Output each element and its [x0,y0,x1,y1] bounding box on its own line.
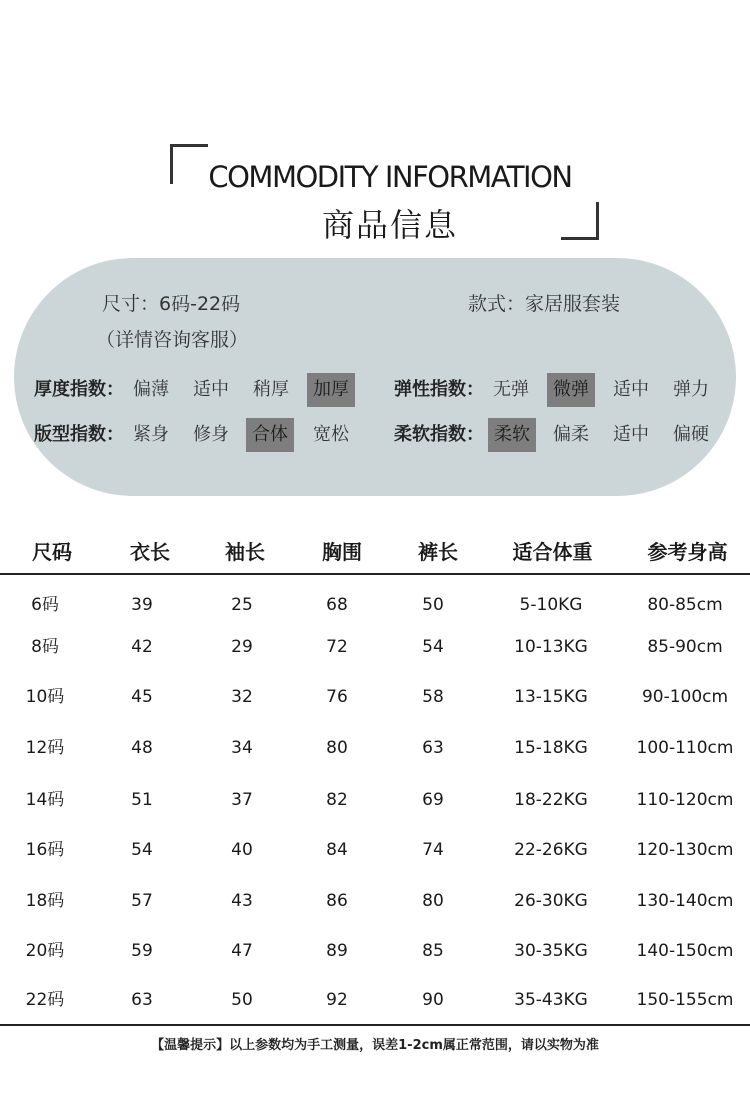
table-cell: 89 [326,941,348,961]
table-cell: 130-140cm [636,891,734,911]
table-row [0,835,750,865]
table-cell: 50 [231,990,253,1010]
table-cell: 110-120cm [636,790,734,810]
table-cell: 30-35KG [514,941,588,961]
table-cell: 80 [422,891,444,911]
softness-label: 柔软指数： [394,424,484,445]
table-top-rule [0,573,750,575]
fit-label: 版型指数： [34,424,124,445]
table-cell: 51 [131,790,153,810]
header-pants-length: 裤长 [418,540,458,564]
table-cell: 58 [422,687,444,707]
table-cell: 13-15KG [514,687,588,707]
table-cell: 25 [231,595,253,615]
table-cell: 90-100cm [641,687,729,707]
table-cell: 14码 [25,790,65,810]
title-english: COMMODITY INFORMATION [208,160,572,194]
table-cell: 90 [422,990,444,1010]
table-cell: 22-26KG [514,840,588,860]
table-cell: 20码 [25,941,65,961]
elasticity-option: 适中 [613,379,649,400]
header-top-length: 衣长 [130,540,170,564]
table-cell: 85-90cm [647,637,723,657]
table-cell: 150-155cm [636,990,734,1010]
table-row [0,936,750,966]
table-cell: 54 [131,840,153,860]
header-size: 尺码 [32,540,72,564]
elasticity-option: 微弹 [547,373,595,407]
table-cell: 68 [326,595,348,615]
size-table-header [0,532,750,572]
table-cell: 57 [131,891,153,911]
elasticity-option: 弹力 [673,379,709,400]
softness-option: 偏硬 [673,424,709,445]
table-cell: 100-110cm [636,738,734,758]
table-cell: 48 [131,738,153,758]
softness-option: 偏柔 [553,424,589,445]
softness-option: 柔软 [488,418,536,452]
header-height: 参考身高 [647,540,728,564]
fit-option: 宽松 [313,424,349,445]
thickness-option: 加厚 [307,373,355,407]
table-cell: 85 [422,941,444,961]
table-cell: 84 [326,840,348,860]
table-cell: 74 [422,840,444,860]
table-row [0,682,750,712]
table-cell: 76 [326,687,348,707]
table-cell: 5-10KG [519,595,583,615]
softness-option: 适中 [613,424,649,445]
table-bottom-rule [0,1024,750,1026]
thickness-option: 偏薄 [133,379,169,400]
table-cell: 43 [231,891,253,911]
table-cell: 39 [131,595,153,615]
fit-option: 合体 [246,418,294,452]
table-cell: 40 [231,840,253,860]
fit-option: 修身 [193,424,229,445]
table-cell: 86 [326,891,348,911]
table-cell: 35-43KG [514,990,588,1010]
table-cell: 72 [326,637,348,657]
fit-option: 紧身 [133,424,169,445]
table-row [0,785,750,815]
title-chinese: 商品信息 [321,206,458,244]
size-note: （详情咨询客服） [96,329,249,351]
footnote-tip: 【温馨提示】以上参数均为手工测量，误差1-2cm属正常范围，请以实物为准 [151,1038,599,1053]
table-row [0,632,750,662]
elasticity-label: 弹性指数： [394,379,484,400]
table-cell: 6码 [31,595,59,615]
table-cell: 26-30KG [514,891,588,911]
table-cell: 54 [422,637,444,657]
table-cell: 63 [131,990,153,1010]
table-cell: 69 [422,790,444,810]
elasticity-option: 无弹 [493,379,529,400]
table-row [0,590,750,620]
table-cell: 12码 [25,738,65,758]
table-cell: 37 [231,790,253,810]
style-text: 款式：家居服套装 [468,293,621,315]
table-cell: 140-150cm [636,941,734,961]
table-cell: 18码 [25,891,65,911]
table-cell: 47 [231,941,253,961]
table-row [0,733,750,763]
table-cell: 80-85cm [647,595,723,615]
header-sleeve-length: 袖长 [225,540,265,564]
size-range: 尺寸：6码-22码 [102,293,241,315]
product-info-panel [14,258,736,496]
table-cell: 80 [326,738,348,758]
table-cell: 45 [131,687,153,707]
thickness-label: 厚度指数： [34,379,124,400]
table-cell: 34 [231,738,253,758]
table-cell: 16码 [25,840,65,860]
table-cell: 82 [326,790,348,810]
table-cell: 22码 [25,990,65,1010]
table-cell: 10-13KG [514,637,588,657]
table-cell: 32 [231,687,253,707]
table-cell: 92 [326,990,348,1010]
table-cell: 120-130cm [636,840,734,860]
thickness-option: 稍厚 [253,379,289,400]
header-chest: 胸围 [322,540,362,564]
table-row [0,886,750,916]
table-cell: 29 [231,637,253,657]
table-cell: 50 [422,595,444,615]
header-weight: 适合体重 [512,540,593,564]
table-cell: 10码 [25,687,65,707]
table-cell: 42 [131,637,153,657]
table-cell: 18-22KG [514,790,588,810]
table-row [0,985,750,1015]
table-cell: 63 [422,738,444,758]
table-cell: 15-18KG [514,738,588,758]
table-cell: 8码 [31,637,59,657]
table-cell: 59 [131,941,153,961]
thickness-option: 适中 [193,379,229,400]
